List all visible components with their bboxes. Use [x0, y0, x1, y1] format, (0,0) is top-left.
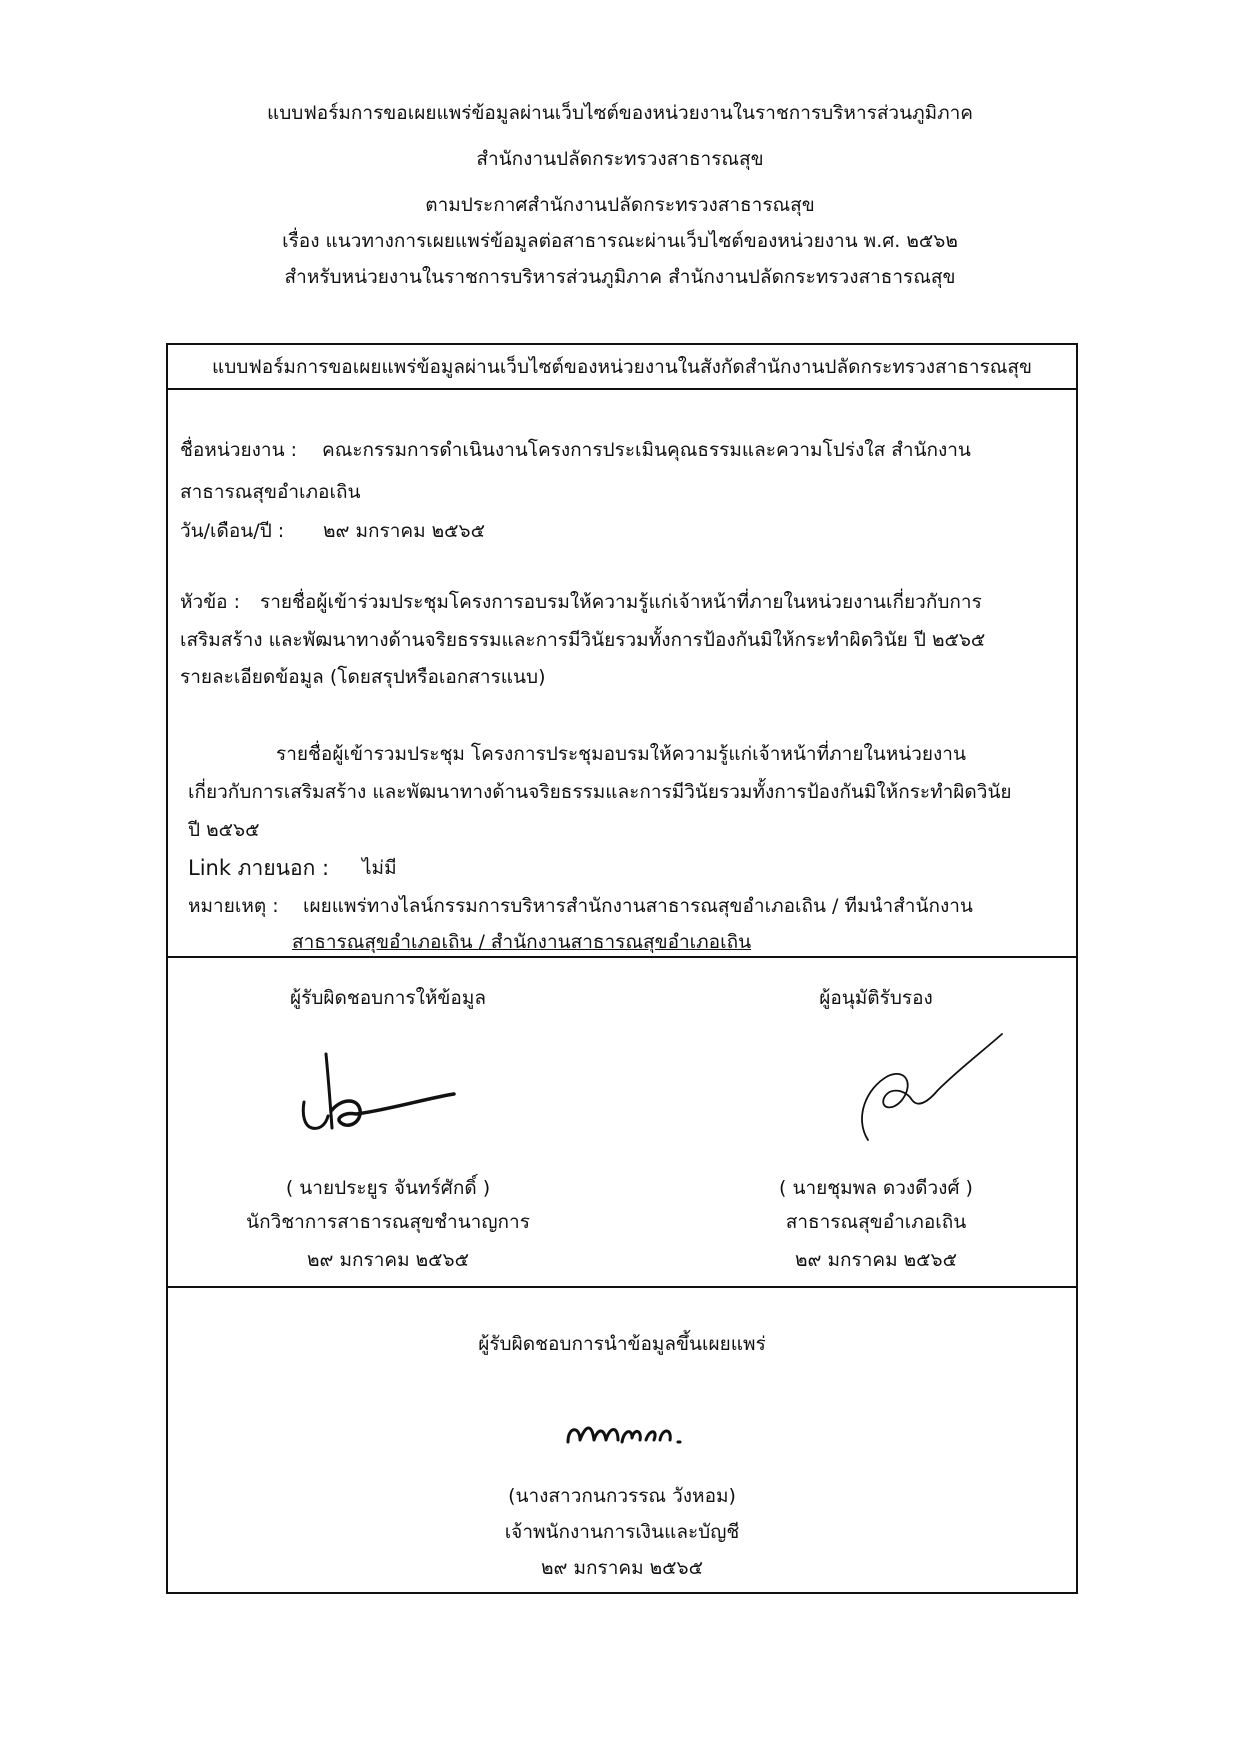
publisher-box [166, 1286, 1078, 1594]
detail-line-2: เกี่ยวกับการเสริมสร้าง และพัฒนาทางด้านจริยธรรมและการมีวินัยรวมทั้งการป้องกันมิให้กระทำผิดวินัย [188, 781, 1012, 803]
unit-value: คณะกรรมการดำเนินงานโครงการประเมินคุณธรรมและความโปร่งใส สำนักงาน [322, 439, 971, 461]
unit-value-cont: สาธารณสุขอำเภอเถิน [180, 481, 361, 503]
date-label: วัน/เดือน/ปี : [180, 520, 285, 542]
form-details-box [166, 388, 1078, 958]
provider-name: ( นายประยูร จันทร์ศักดิ์ ) [285, 1177, 491, 1199]
form-title: แบบฟอร์มการขอเผยแพร่ข้อมูลผ่านเว็บไซต์ของหน่วยงานในสังกัดสำนักงานปลัดกระทรวงสาธารณสุข [211, 356, 1033, 378]
approver-name: ( นายชุมพล ดวงดีวงศ์ ) [779, 1177, 973, 1199]
publisher-date: ๒๙ มกราคม ๒๕๖๕ [540, 1557, 703, 1579]
unit-label: ชื่อหน่วยงาน : [180, 439, 297, 461]
approval-box [166, 956, 1078, 1288]
approver-position: สาธารณสุขอำเภอเถิน [785, 1211, 967, 1233]
provider-date: ๒๙ มกราคม ๒๕๖๕ [306, 1249, 469, 1271]
note-line-1: เผยแพร่ทางไลน์กรรมการบริหารสำนักงานสาธารณสุขอำเภอเถิน / ทีมนำสำนักงาน [303, 895, 973, 917]
publisher-name: (นางสาวกนกวรรณ วังหอม) [508, 1485, 736, 1507]
publisher-signature-icon [562, 1412, 692, 1452]
approver-signature-icon [848, 1028, 1008, 1148]
detail-label: รายละเอียดข้อมูล (โดยสรุปหรือเอกสารแนบ) [180, 666, 546, 688]
link-label: Link ภายนอก : [188, 856, 330, 880]
topic-line-1: รายชื่อผู้เข้าร่วมประชุมโครงการอบรมให้ความรู้แก่เจ้าหน้าที่ภายในหน่วยงานเกี่ยวกับการ [260, 591, 982, 613]
provider-position: นักวิชาการสาธารณสุขชำนาญการ [246, 1211, 530, 1233]
form-title-box [166, 343, 1078, 390]
note-line-2: สาธารณสุขอำเภอเถิน / สำนักงานสาธารณสุขอำเภอเถิน [292, 931, 752, 953]
approver-role: ผู้อนุมัติรับรอง [819, 987, 933, 1009]
publisher-position: เจ้าพนักงานการเงินและบัญชี [504, 1521, 740, 1543]
detail-line-1: รายชื่อผู้เข้ารวมประชุม โครงการประชุมอบรมให้ความรู้แก่เจ้าหน้าที่ภายในหน่วยงาน [276, 743, 966, 765]
link-value: ไม่มี [362, 857, 397, 879]
header-line-3: ตามประกาศสำนักงานปลัดกระทรวงสาธารณสุข [425, 194, 815, 216]
provider-role: ผู้รับผิดชอบการให้ข้อมูล [290, 987, 486, 1009]
detail-line-3: ปี ๒๕๖๕ [188, 819, 260, 841]
topic-line-2: เสริมสร้าง และพัฒนาทางด้านจริยธรรมและการมีวินัยรวมทั้งการป้องกันมิให้กระทำผิดวินัย ปี ๒๕๖๕ [180, 629, 986, 651]
publisher-role: ผู้รับผิดชอบการนำข้อมูลขึ้นเผยแพร่ [478, 1333, 766, 1355]
header-line-1: แบบฟอร์มการขอเผยแพร่ข้อมูลผ่านเว็บไซต์ของหน่วยงานในราชการบริหารส่วนภูมิภาค [266, 102, 974, 124]
date-value: ๒๙ มกราคม ๒๕๖๕ [323, 520, 486, 542]
header-line-2: สำนักงานปลัดกระทรวงสาธารณสุข [476, 148, 764, 170]
note-label: หมายเหตุ : [188, 895, 279, 917]
topic-label: หัวข้อ : [180, 591, 241, 613]
header-line-4: เรื่อง แนวทางการเผยแพร่ข้อมูลต่อสาธารณะผ่านเว็บไซต์ของหน่วยงาน พ.ศ. ๒๕๖๒ [282, 230, 958, 252]
approver-date: ๒๙ มกราคม ๒๕๖๕ [794, 1249, 957, 1271]
provider-signature-icon [298, 1050, 478, 1140]
header-line-5: สำหรับหน่วยงานในราชการบริหารส่วนภูมิภาค สำนักงานปลัดกระทรวงสาธารณสุข [284, 266, 956, 288]
